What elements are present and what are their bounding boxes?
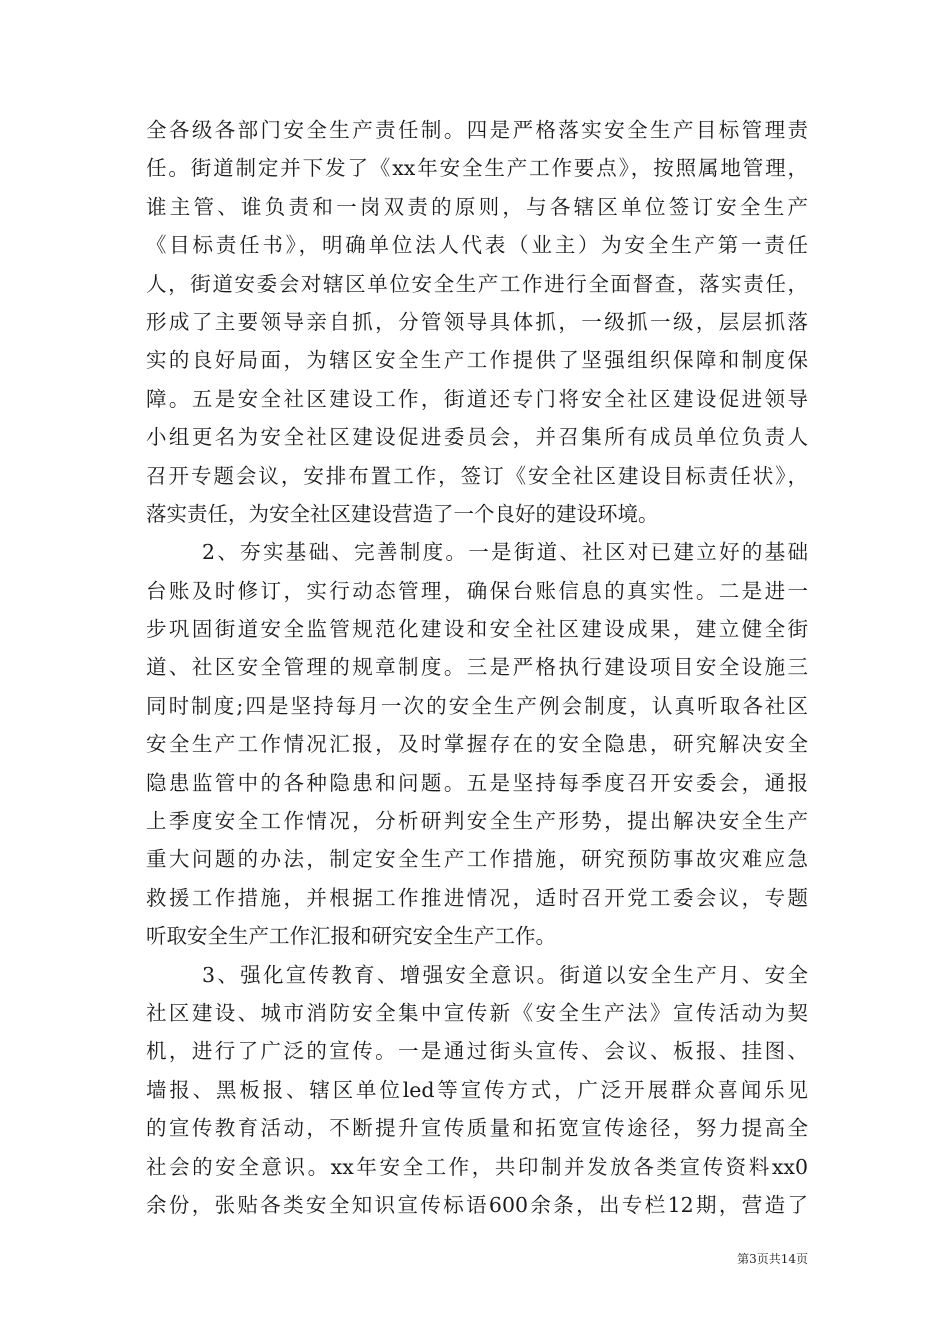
text-line: 台账及时修订，实行动态管理，确保台账信息的真实性。二是进一	[146, 578, 808, 603]
text-line: 人，街道安委会对辖区单位安全生产工作进行全面督查，落实责任，	[146, 271, 808, 296]
text-line: 的宣传教育活动，不断提升宣传质量和拓宽宣传途径，努力提高全	[146, 1116, 808, 1141]
text-line: 障。五是安全社区建设工作，街道还专门将安全社区建设促进领导	[146, 386, 808, 411]
text-line: 听取安全生产工作汇报和研究安全生产工作。	[146, 924, 556, 949]
page-number: 第3页共14页	[737, 1252, 808, 1266]
text-line: 道、社区安全管理的规章制度。三是严格执行建设项目安全设施三	[146, 655, 808, 680]
text-line: 步巩固街道安全监管规范化建设和安全社区建设成果，建立健全街	[146, 617, 808, 642]
text-line: 同时制度;四是坚持每月一次的安全生产例会制度，认真听取各社区	[146, 693, 808, 718]
text-line: 落实责任，为安全社区建设营造了一个良好的建设环境。	[146, 501, 659, 526]
text-line: 形成了主要领导亲自抓，分管领导具体抓，一级抓一级，层层抓落	[146, 309, 808, 334]
text-line: 社会的安全意识。xx年安全工作，共印制并发放各类宣传资料xx0	[146, 1154, 808, 1179]
text-line: 谁主管、谁负责和一岗双责的原则，与各辖区单位签订安全生产	[146, 194, 808, 219]
text-line: 召开专题会议，安排布置工作，签订《安全社区建设目标责任状》，	[146, 463, 808, 488]
text-line: 任。街道制定并下发了《xx年安全生产工作要点》，按照属地管理，	[146, 156, 808, 181]
text-line: 小组更名为安全社区建设促进委员会，并召集所有成员单位负责人	[146, 425, 808, 450]
text-line: 机，进行了广泛的宣传。一是通过街头宣传、会议、板报、挂图、	[146, 1039, 808, 1064]
text-line: 安全生产工作情况汇报，及时掌握存在的安全隐患，研究解决安全	[146, 732, 808, 757]
text-line: 2、夯实基础、完善制度。一是街道、社区对已建立好的基础	[202, 540, 808, 565]
text-line: 上季度安全工作情况，分析研判安全生产形势，提出解决安全生产	[146, 809, 808, 834]
text-line: 《目标责任书》，明确单位法人代表（业主）为安全生产第一责任	[146, 233, 808, 258]
document-body	[146, 111, 808, 1224]
text-line: 社区建设、城市消防安全集中宣传新《安全生产法》宣传活动为契	[146, 1000, 808, 1025]
text-line: 重大问题的办法，制定安全生产工作措施，研究预防事故灾难应急	[146, 847, 808, 872]
text-line: 隐患监管中的各种隐患和问题。五是坚持每季度召开安委会，通报	[146, 770, 808, 795]
text-line: 全各级各部门安全生产责任制。四是严格落实安全生产目标管理责	[146, 118, 808, 142]
text-line: 余份，张贴各类安全知识宣传标语600余条，出专栏12期，营造了	[146, 1192, 808, 1217]
text-line: 3、强化宣传教育、增强安全意识。街道以安全生产月、安全	[202, 962, 808, 987]
text-line: 墙报、黑板报、辖区单位led等宣传方式，广泛开展群众喜闻乐见	[146, 1077, 808, 1102]
text-line: 救援工作措施，并根据工作推进情况，适时召开党工委会议，专题	[146, 885, 808, 910]
text-line: 实的良好局面，为辖区安全生产工作提供了坚强组织保障和制度保	[146, 348, 808, 373]
